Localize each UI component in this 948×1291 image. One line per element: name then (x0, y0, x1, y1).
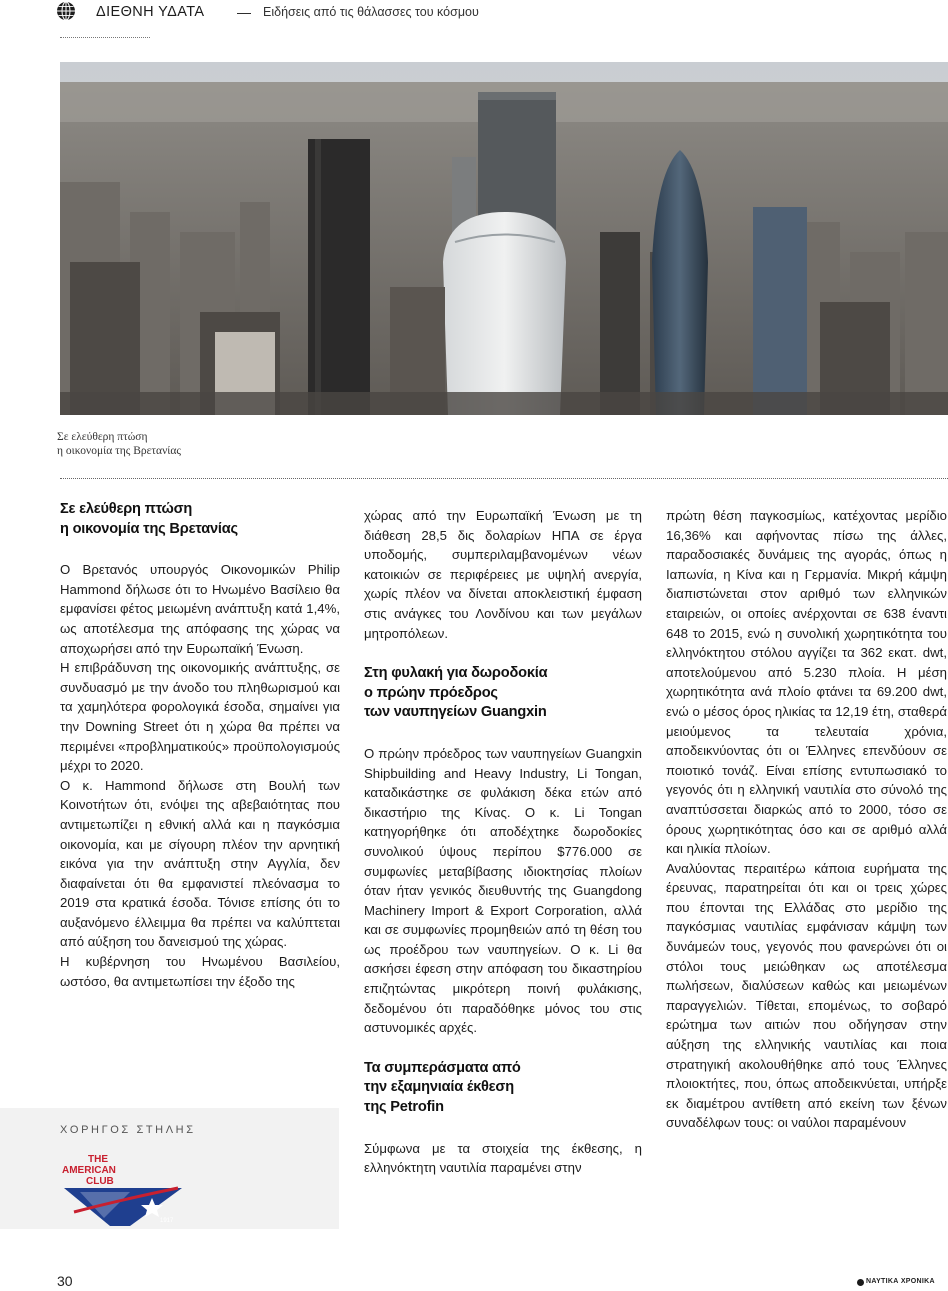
paragraph: Ο Βρετανός υπουργός Οικονομικών Philip Hammond δήλωσε ότι το Ηνωμένο Βασίλειο θα εμφανίσει φέτος μειωμένη ανάπτυξη κατά 1,4%, ως αποτέλεσμα της απόφασης της χώρας να αποχωρήσει από την Ευρωπαϊκή Ένωση. (60, 562, 340, 656)
london-skyline-photo (60, 62, 948, 415)
title-line: η οικονομία της Βρετανίας (60, 520, 238, 537)
paragraph: χώρας από την Ευρωπαϊκή Ένωση με τη διάθεση 28,5 δις δολαρίων ΗΠΑ σε έργα υποδομής, συμπεριλαμβανομένων νέων κατοικιών σε περιφέρειες με υψηλή ανεργία, χωρίς πλέον να δίνεται αποκλειστική έμφαση στις ανάγκες του Λονδίνου και των μεγάλων μητροπόλεων. (364, 508, 642, 641)
header-dash: — (237, 4, 251, 20)
paragraph: Σύμφωνα με τα στοιχεία της έκθεσης, η ελληνόκτητη ναυτιλία παραμένει στην (364, 1140, 642, 1176)
paragraph: Ο πρώην πρόεδρος των ναυπηγείων Guangxin Shipbuilding and Heavy Industry, Li Tongan, καταδικάστηκε σε φυλάκιση δέκα ετών από δικαστήριο της Κίνας. Ο κ. Li Tongan κατηγορήθηκε ότι αποδέχτηκε δωροδοκίες συνολικού ύψους περίπου $776.000 σε συμφωνίες μεταβίβασης ιδιοκτησίας πλοίων όταν ήταν γενικός διευθυντής της Guangdong Machinery Import & Export Corporation, αλλά και σε συμφωνίες προμηθειών από τη θέση του ως προέδρου των ναυπηγείων. Ο κ. Li θα ασκήσει έφεση στην απόφαση του δικαστηρίου επιζητώντας μικρότερη ποινή φυλάκισης, δεδομένου ότι παραδόθηκε μόνος του στις αστυνομικές αρχές. (364, 745, 642, 1036)
title-line: την εξαμηνιαία έκθεση (364, 1079, 514, 1096)
magazine-brand: ΝΑΥΤΙΚΑ ΧΡΟΝΙΚΑ (866, 1278, 935, 1285)
title-line: Στη φυλακή για δωροδοκία (364, 665, 548, 682)
column-1 (60, 500, 340, 991)
caption-divider (60, 478, 948, 479)
article-title-uk-economy (60, 500, 340, 539)
header-divider (60, 37, 150, 38)
globe-icon (56, 1, 76, 21)
logo-text: THE (88, 1154, 108, 1165)
logo-text: AMERICAN (62, 1165, 116, 1176)
paragraph: πρώτη θέση παγκοσμίως, κατέχοντας μερίδιο 16,36% και αφήνοντας πίσω της άλλες, παραδοσιακές δυνάμεις της αγοράς, όπως η Ιαπωνία, η Κίνα και η Γερμανία. Μικρή κάμψη διαπιστώνεται στον αριθμό των ελληνικών εταιρειών, οι οποίες ανέρχονται σε 638 έναντι 648 το 2015, ενώ η συνολική χωρητικότητα του ελληνόκτητου στόλου αγγίζει τα 362 εκατ. dwt, αποτελούμενου από 5.230 πλοία. Η μέση χωρητικότητα ανά πλοίο φτάνει τα 69.200 dwt, ενώ ο μέσος όρος ηλικίας τα 12,19 έτη, σταθερά μειούμενος τα τελευταία χρόνια, αποδεικνύοντας ότι οι Έλληνες επενδύουν σε ποιοτικό τονάζ. Είναι επίσης εντυπωσιακό το γεγονός ότι η ελληνική ναυτιλία στο σύνολό της αναπτύσσεται διαρκώς από το 2000, τόσο σε όρους χωρητικότητας όσο και σε αριθμό αλλά και ηλικία πλοίων. (666, 508, 947, 857)
paragraph: Αναλύοντας περαιτέρω κάποια ευρήματα της έρευνας, παρατηρείται ότι και οι τρεις χώρες που έπονται της Ελλάδας στο μερίδιο της παγκόσμιας ναυτιλίας εμφάνισαν κάμψη των δυνάμεών τους, γεγονός που φανερώνει ότι οι στόλοι τους μειώθηκαν ως αποτέλεσμα πωλήσεων, διαλύσεων καθώς και μειωμένων παραγγελιών. Τίθεται, επομένως, το σοβαρό ερώτημα των αιτιών που οδήγησαν στην αύξηση της ελληνικής ναυτιλίας και ποια στρατηγική ακολουθήθηκε από τους Έλληνες πλοιοκτήτες, που, όπως αποδεικνύεται, υπήρξε εκ διαμέτρου αντίθετη από εκείνη των ξένων συναδέλφων τους: οι ναύλοι παραμένουν (666, 860, 947, 1131)
paragraph: Η επιβράδυνση της οικονομικής ανάπτυξης, σε συνδυασμό με την άνοδο του πληθωρισμού και τα χαμηλότερα φορολογικά έσοδα, σημαίνει για την Downing Street ότι η χώρα θα πρέπει να περιμένει «προβληματικούς» προϋπολογισμούς μέχρι το 2020. (60, 660, 340, 774)
article-title-petrofin (364, 1059, 642, 1118)
logo-text: CLUB (86, 1176, 114, 1187)
section-title: ΔΙΕΘΝΗ ΥΔΑΤΑ (96, 4, 205, 20)
page-header (56, 0, 916, 26)
caption-line: η οικονομία της Βρετανίας (57, 445, 181, 457)
title-line: των ναυπηγείων Guangxin (364, 704, 547, 721)
paragraph: Η κυβέρνηση του Ηνωμένου Βασιλείου, ωστόσο, θα αντιμετωπίσει την έξοδο της (60, 954, 340, 989)
column-2 (364, 506, 642, 1178)
paragraph: Ο κ. Hammond δήλωσε στη Βουλή των Κοινοτήτων ότι, ενόψει της αβεβαιότητας που αντιμετωπίζει η εθνική αλλά και η παγκόσμια οικονομία, και με σίγουρη πλέον την αρνητική εικόνα για την ανάπτυξη στην Αγγλία, δεν διαφαίνεται ότι θα εμφανιστεί πλεόνασμα το 2019 στα κρατικά έσοδα. Τόνισε επίσης ότι το αυξανόμενο έλλειμμα θα πρέπει να καλύπτεται από αύξηση του δανεισμού της χώρας. (60, 777, 340, 950)
title-line: Τα συμπεράσματα από (364, 1059, 521, 1076)
sponsor-label: ΧΟΡΗΓΟΣ ΣΤΗΛΗΣ (60, 1124, 196, 1136)
column-3 (666, 506, 947, 1133)
photo-caption (57, 430, 181, 458)
logo-year: 1917 (160, 1218, 174, 1224)
caption-line: Σε ελεύθερη πτώση (57, 431, 148, 443)
american-club-logo (60, 1152, 190, 1226)
page-number: 30 (57, 1273, 73, 1289)
section-subtitle: Ειδήσεις από τις θάλασσες του κόσμου (263, 5, 479, 19)
article-title-guangxin (364, 664, 642, 723)
brand-icon (857, 1279, 864, 1286)
title-line: της Petrofin (364, 1099, 444, 1116)
title-line: Σε ελεύθερη πτώση (60, 501, 193, 517)
title-line: ο πρώην πρόεδρος (364, 684, 498, 701)
